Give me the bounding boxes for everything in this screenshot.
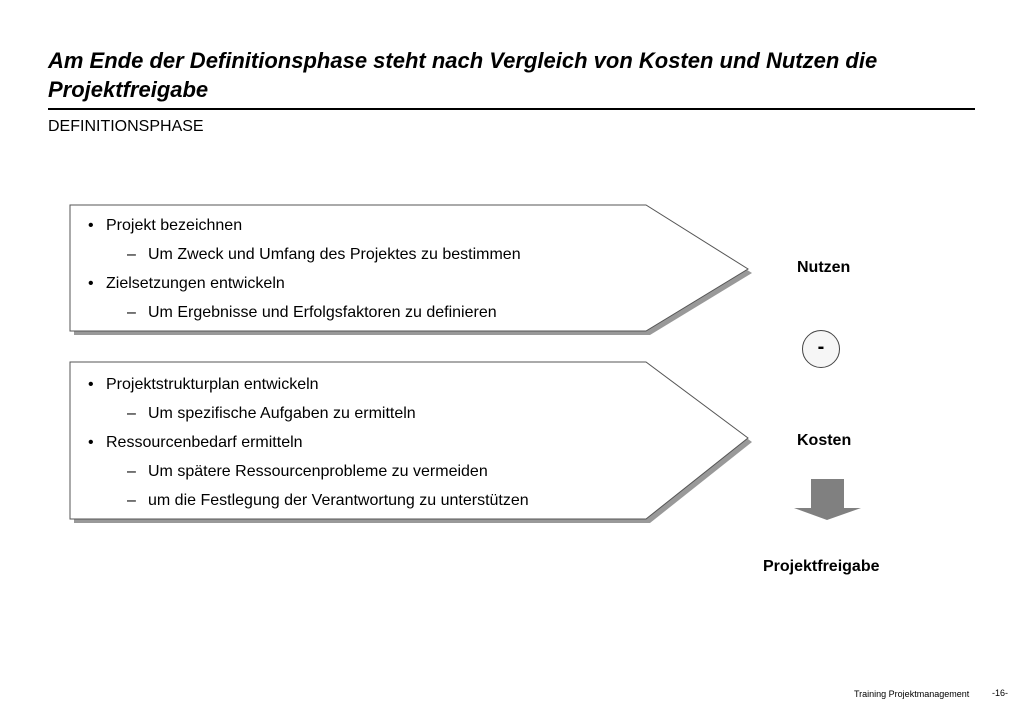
bullet-marker: – xyxy=(127,492,136,509)
sub-bullet-item xyxy=(76,399,529,428)
bullet-item xyxy=(76,269,521,298)
sub-bullet-item xyxy=(76,240,521,269)
bullet-marker: – xyxy=(127,246,136,263)
bullet-text: Um spätere Ressourcenprobleme zu vermeiden xyxy=(148,463,488,480)
bullet-text: Um Zweck und Umfang des Projektes zu bestimmen xyxy=(148,246,521,263)
bullet-marker: • xyxy=(88,217,94,234)
bullet-marker: • xyxy=(88,376,94,393)
box-top-text xyxy=(76,211,521,327)
box-bottom-text xyxy=(76,370,529,515)
bullet-text: Projekt bezeichnen xyxy=(106,217,243,234)
bullet-item xyxy=(76,370,529,399)
bullet-marker: • xyxy=(88,275,94,292)
bullet-marker: – xyxy=(127,304,136,321)
nutzen-label: Nutzen xyxy=(797,259,851,276)
bullet-text: Projektstrukturplan entwickeln xyxy=(106,376,319,393)
section-label: DEFINITIONSPHASE xyxy=(48,118,204,135)
projektfreigabe-label: Projektfreigabe xyxy=(763,558,880,575)
bullet-item xyxy=(76,428,529,457)
bullet-text: Um Ergebnisse und Erfolgsfaktoren zu definieren xyxy=(148,304,497,321)
kosten-label: Kosten xyxy=(797,432,852,449)
slide-title: Am Ende der Definitionsphase steht nach Vergleich von Kosten und Nutzen die Projektfreigabe xyxy=(48,48,878,102)
bullet-text: um die Festlegung der Verantwortung zu unterstützen xyxy=(148,492,529,509)
sub-bullet-item xyxy=(76,486,529,515)
footer-text: Training Projektmanagement xyxy=(854,689,970,699)
bullet-marker: – xyxy=(127,405,136,422)
bullet-text: Ressourcenbedarf ermitteln xyxy=(106,434,303,451)
bullet-marker: • xyxy=(88,434,94,451)
bullet-marker: – xyxy=(127,463,136,480)
page-number: -16- xyxy=(992,688,1009,698)
sub-bullet-item xyxy=(76,298,521,327)
bullet-text: Um spezifische Aufgaben zu ermitteln xyxy=(148,405,416,422)
down-arrow-icon xyxy=(794,479,861,520)
bullet-item xyxy=(76,211,521,240)
minus-circle: - xyxy=(802,330,840,368)
sub-bullet-item xyxy=(76,457,529,486)
bullet-text: Zielsetzungen entwickeln xyxy=(106,275,285,292)
